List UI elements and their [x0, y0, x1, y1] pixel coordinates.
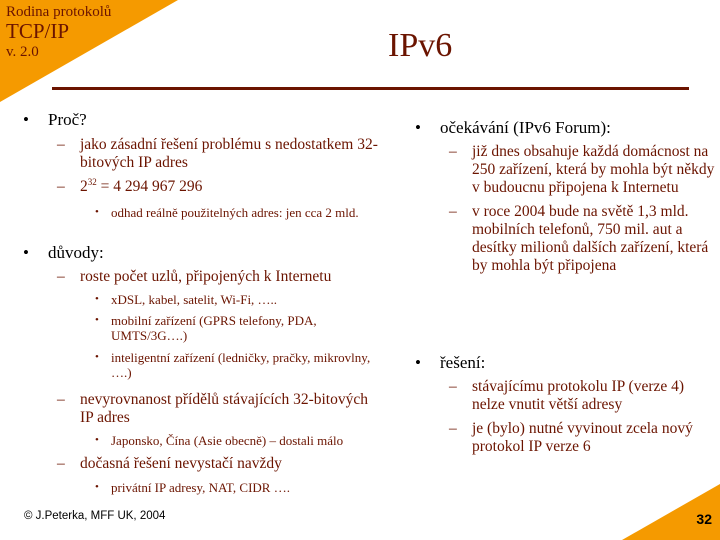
dash-icon: –: [57, 268, 65, 285]
duvody-sub-3: [95, 350, 381, 380]
duvody-item-1: [57, 268, 402, 286]
course-title: TCP/IP: [6, 19, 70, 43]
duvody-sub-1-text: xDSL, kabel, satelit, Wi-Fi, …..: [111, 292, 278, 307]
dash-icon: –: [449, 378, 457, 395]
reseni-item-1: [449, 378, 716, 414]
reseni-item-2-text: je (bylo) nutné vyvinout zcela nový protokol IP verze 6: [472, 420, 693, 455]
dash-icon: –: [57, 455, 65, 472]
ocekavani-items: [449, 143, 716, 275]
duvody-item-2-wrap: [57, 391, 370, 427]
reseni-item-1-text: stávajícímu protokolu IP (verze 4) nelze vnutit větší adresy: [472, 378, 685, 413]
duvody-item-2-text: nevyrovnanost přídělů stávajících 32-bitových IP adres: [80, 391, 368, 426]
right-reseni: [415, 353, 710, 372]
duvody-sub-2-text: mobilní zařízení (GPRS telefony, PDA, UMTS/3G….): [111, 313, 317, 343]
duvody-subitems-1: [95, 292, 381, 380]
dash-icon: –: [449, 203, 457, 220]
bullet-icon: •: [415, 353, 421, 372]
dash-icon: –: [57, 136, 65, 153]
duvody-item-1-wrap: [57, 268, 402, 286]
bullet-reseni-label: řešení:: [440, 353, 486, 372]
slide-title: IPv6: [388, 27, 453, 64]
left-proc-subitems: [95, 205, 393, 220]
proc-sub-1: [95, 205, 393, 220]
reseni-item-2: [449, 420, 716, 456]
ocekavani-item-2-text: v roce 2004 bude na světě 1,3 mld. mobilních telefonů, 750 mil. aut a desítky milionů dalších zařízení, která by mohla být připojena: [472, 203, 709, 274]
bullet-icon: •: [95, 314, 99, 326]
duvody-sub-4-text: Japonsko, Čína (Asie obecně) – dostali málo: [111, 433, 344, 448]
bullet-duvody-label: důvody:: [48, 243, 104, 262]
reseni-items: [449, 378, 716, 456]
bullet-icon: •: [95, 206, 99, 218]
proc-item-2: [57, 177, 402, 196]
proc-item-1: [57, 136, 402, 172]
proc-item-2-base: 2: [80, 178, 88, 195]
bullet-icon: •: [23, 243, 29, 262]
proc-item-2-exponent: 32: [87, 177, 97, 187]
duvody-item-3-wrap: [57, 455, 402, 473]
duvody-item-1-text: roste počet uzlů, připojených k Internetu: [80, 268, 332, 285]
ocekavani-item-2: [449, 203, 716, 275]
duvody-sub-4: [95, 433, 411, 448]
bullet-ocekavani-label: očekávání (IPv6 Forum):: [440, 118, 611, 137]
bullet-icon: •: [95, 481, 99, 493]
bullet-icon: •: [95, 293, 99, 305]
left-column: [23, 110, 408, 129]
bullet-proc: [23, 110, 408, 129]
bullet-reseni: [415, 353, 710, 372]
dash-icon: –: [57, 178, 65, 195]
bullet-duvody: [23, 243, 408, 262]
series-title: Rodina protokolů: [6, 4, 112, 20]
bullet-proc-label: Proč?: [48, 110, 87, 129]
duvody-subitems-2: [95, 433, 411, 448]
duvody-item-3-text: dočasná řešení nevystačí navždy: [80, 455, 282, 472]
right-ocekavani: [415, 118, 710, 137]
left-proc-items: [57, 136, 402, 196]
bullet-icon: •: [95, 351, 99, 363]
duvody-sub-3-text: inteligentní zařízení (ledničky, pračky, mikrovlny, ….): [111, 350, 371, 380]
title-divider: [52, 87, 689, 90]
dash-icon: –: [57, 391, 65, 408]
dash-icon: –: [449, 143, 457, 160]
bullet-icon: •: [95, 434, 99, 446]
duvody-subitems-3: [95, 480, 393, 495]
bullet-icon: •: [415, 118, 421, 137]
footer-copyright: © J.Peterka, MFF UK, 2004: [24, 510, 166, 522]
duvody-sub-1: [95, 292, 381, 307]
dash-icon: –: [449, 420, 457, 437]
duvody-item-2: [57, 391, 370, 427]
proc-item-1-text: jako zásadní řešení problému s nedostatkem 32-bitových IP adres: [80, 136, 378, 171]
page-number: 32: [696, 511, 712, 527]
proc-sub-1-text: odhad reálně použitelných adres: jen cca 2 mld.: [111, 205, 359, 220]
duvody-sub-2: [95, 313, 381, 343]
bullet-ocekavani: [415, 118, 710, 137]
duvody-sub-5: [95, 480, 393, 495]
version-label: v. 2.0: [6, 44, 39, 60]
bullet-icon: •: [23, 110, 29, 129]
duvody-item-3: [57, 455, 402, 473]
duvody-sub-5-text: privátní IP adresy, NAT, CIDR ….: [111, 480, 290, 495]
left-duvody: [23, 243, 408, 262]
proc-item-2-rest: = 4 294 967 296: [96, 178, 203, 195]
ocekavani-item-1-text: již dnes obsahuje každá domácnost na 250 zařízení, která by mohla být někdy v budoucnu připojena k Internetu: [472, 143, 715, 196]
ocekavani-item-1: [449, 143, 716, 197]
